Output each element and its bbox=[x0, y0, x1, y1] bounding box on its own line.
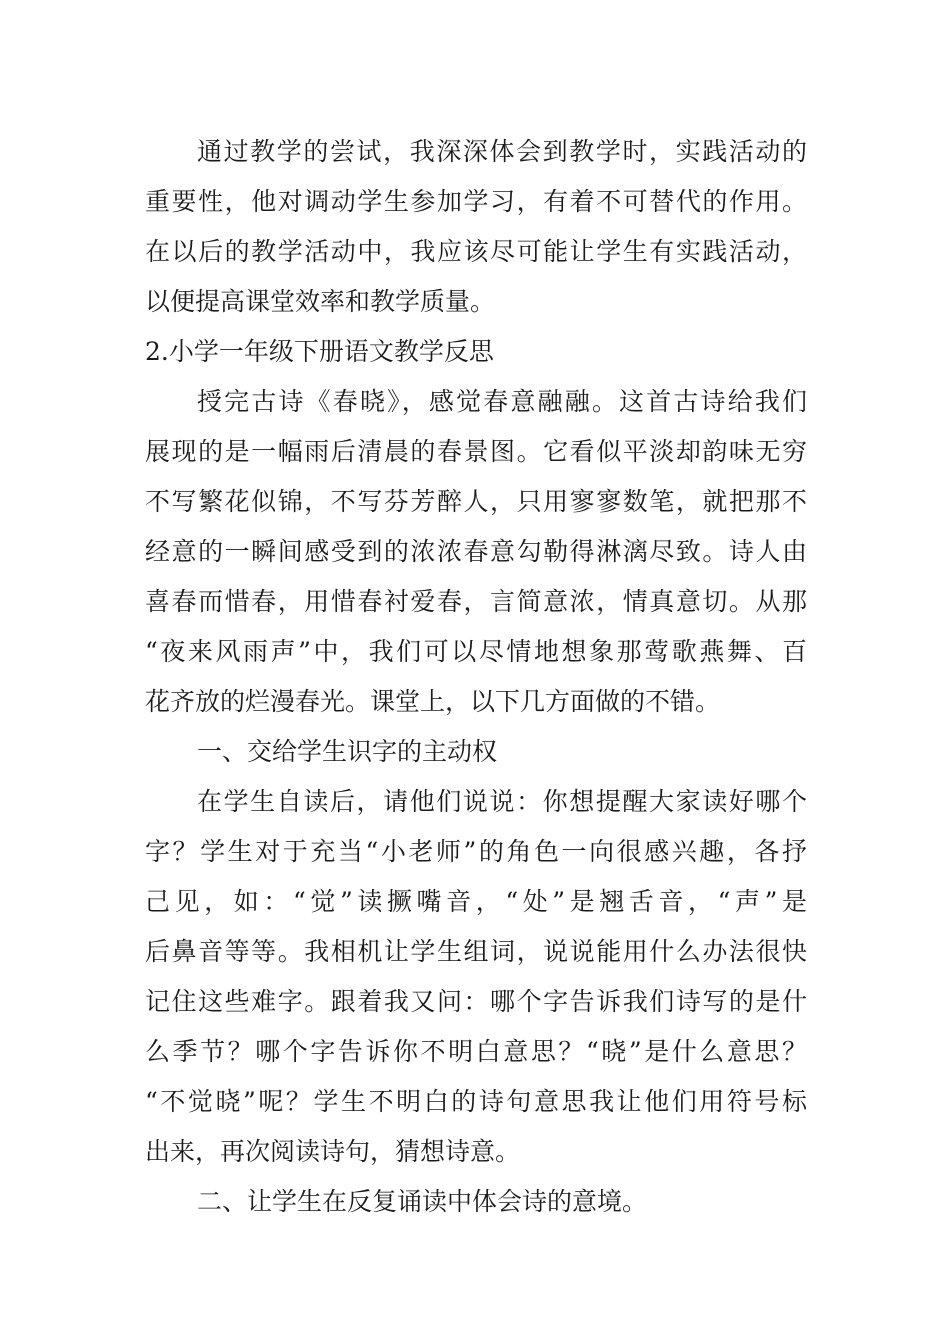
paragraph-line: 在学生自读后，请他们说说：你想提醒大家读好哪个 bbox=[197, 787, 807, 816]
paragraph-line: 通过教学的尝试，我深深体会到教学时，实践活动的 bbox=[197, 137, 807, 166]
subheading: 一、交给学生识字的主动权 bbox=[197, 737, 498, 766]
paragraph-line: 在以后的教学活动中，我应该尽可能让学生有实践活动， bbox=[145, 237, 807, 266]
paragraph-line: 么季节？哪个字告诉你不明白意思？“晓”是什么意思？ bbox=[145, 1037, 807, 1066]
paragraph-line: 展现的是一幅雨后清晨的春景图。它看似平淡却韵味无穷 bbox=[145, 437, 807, 466]
subheading: 二、让学生在反复诵读中体会诗的意境。 bbox=[197, 1187, 648, 1216]
paragraph-line: 经意的一瞬间感受到的浓浓春意勾勒得淋漓尽致。诗人由 bbox=[145, 537, 807, 566]
paragraph-line: 后鼻音等等。我相机让学生组词，说说能用什么办法很快 bbox=[145, 937, 807, 966]
paragraph-line: 己见，如：“觉”读撅嘴音，“处”是翘舌音，“声”是 bbox=[145, 887, 807, 916]
paragraph-line: 不写繁花似锦，不写芬芳醉人，只用寥寥数笔，就把那不 bbox=[145, 487, 807, 516]
paragraph-line: 出来，再次阅读诗句，猜想诗意。 bbox=[145, 1137, 521, 1166]
paragraph-line: 重要性，他对调动学生参加学习，有着不可替代的作用。 bbox=[145, 187, 807, 216]
paragraph-line: “夜来风雨声”中，我们可以尽情地想象那莺歌燕舞、百 bbox=[145, 637, 807, 666]
paragraph-line: 授完古诗《春晓》，感觉春意融融。这首古诗给我们 bbox=[197, 387, 807, 416]
paragraph-line: 花齐放的烂漫春光。课堂上，以下几方面做的不错。 bbox=[145, 687, 721, 716]
paragraph-line: “不觉晓”呢？学生不明白的诗句意思我让他们用符号标 bbox=[145, 1087, 807, 1116]
paragraph-line: 以便提高课堂效率和教学质量。 bbox=[145, 287, 496, 316]
paragraph-line: 字？学生对于充当“小老师”的角色一向很感兴趣，各抒 bbox=[145, 837, 807, 866]
paragraph-line: 记住这些难字。跟着我又问：哪个字告诉我们诗写的是什 bbox=[145, 987, 807, 1016]
section-heading: 2.小学一年级下册语文教学反思 bbox=[145, 337, 494, 366]
paragraph-line: 喜春而惜春，用惜春衬爱春，言简意浓，情真意切。从那 bbox=[145, 587, 807, 616]
